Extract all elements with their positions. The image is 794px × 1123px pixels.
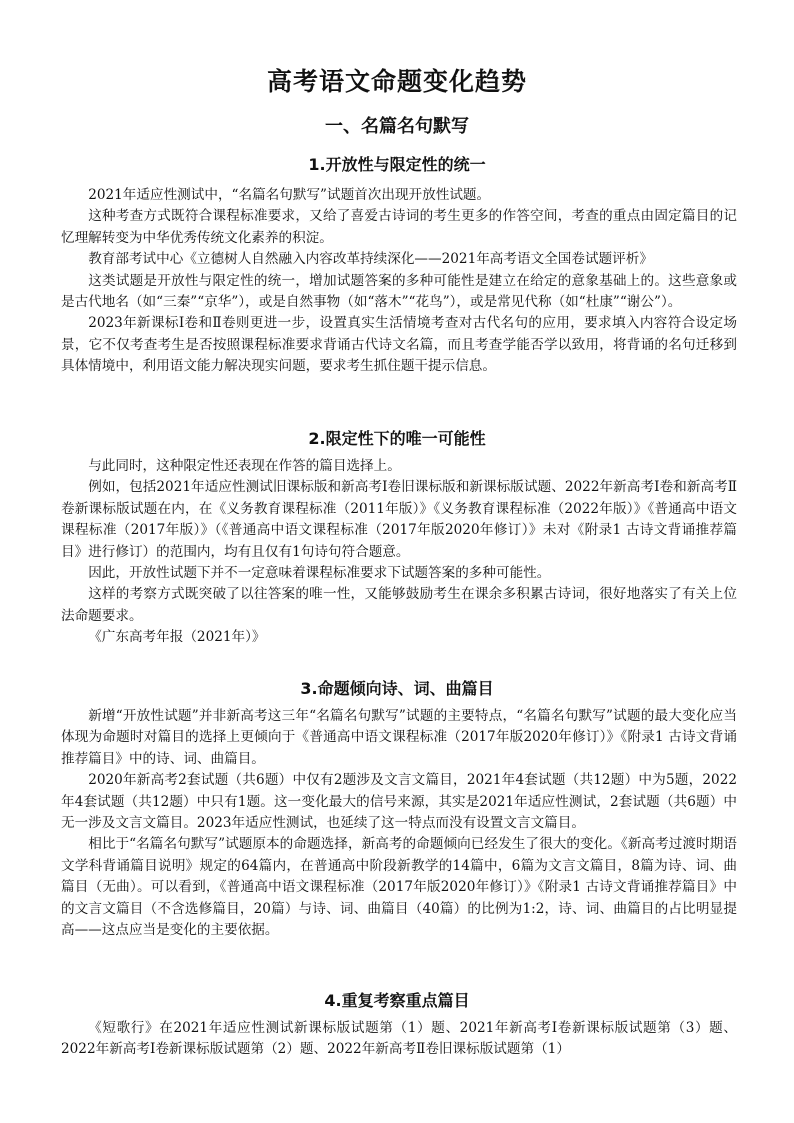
subsection-body-4 (61, 1018, 737, 1061)
subsection-heading-2: 2.限定性下的唯一可能性 (308, 429, 486, 448)
page-title: 高考语文命题变化趋势 (266, 67, 527, 96)
paragraph: 因此，开放性试题下并不一定意味着课程标准要求下试题答案的多种可能性。 (88, 565, 551, 582)
paragraph: 《短歌行》在2021年适应性测试新课标版试题第（1）题、2021年新高考Ⅰ卷新课标版试题第（3）题、2022年新高考Ⅰ卷新课标版试题第（2）题、2022年新高考Ⅱ卷旧课标版试题第（1） (61, 1020, 737, 1058)
subsection-heading-3: 3.命题倾向诗、词、曲篇目 (300, 679, 494, 698)
paragraph: 2020年新高考2套试题（共6题）中仅有2题涉及文言文篇目，2021年4套试题（共12题）中为5题，2022年4套试题（共12题）中只有1题。这一变化最大的信号来源，其实是2021年适应性测试，2套试题（共6题）中无一涉及文言文篇目。2023年适应性测试，也延续了这一特点而没有设置文言文篇目。 (61, 772, 737, 832)
subsection-body-2 (61, 456, 737, 649)
paragraph: 2021年适应性测试中，“名篇名句默写”试题首次出现开放性试题。 (88, 187, 491, 203)
paragraph: 教育部考试中心《立德树人自然融入内容改革持续深化——2021年高考语文全国卷试题评析》 (88, 251, 653, 268)
citation: 《广东高考年报（2021年）》 (88, 629, 266, 646)
paragraph: 新增“开放性试题”并非新高考这三年“名篇名句默写”试题的主要特点，“名篇名句默写”试题的最大变化应当体现为命题时对篇目的选择上更倾向于《普通高中语文课程标准（2017年版2020年修订）》《附录1 古诗文背诵推荐篇目》中的诗、词、曲篇目。 (61, 708, 737, 767)
section-heading: 一、名篇名句默写 (325, 116, 469, 137)
paragraph: 相比于“名篇名句默写”试题原本的命题选择，新高考的命题倾向已经发生了很大的变化。《新高考过渡时期语文学科背诵篇目说明》规定的64篇内，在普通高中阶段新教学的14篇中，6篇为文言文篇目，8篇为诗、词、曲篇目（无曲）。可以看到，《普通高中语文课程标准（2017年版2020年修订）》《附录1 古诗文背诵推荐篇目》中的文言文篇目（不含选修篇目，20篇）与诗、词、曲篇目（40篇）的比例为1:2，诗、词、曲篇目的占比明显提高——这点应当是变化的主要依据。 (61, 836, 737, 939)
paragraph: 这种考查方式既符合课程标准要求，又给了喜爱古诗词的考生更多的作答空间，考查的重点由固定篇目的记忆理解转变为中华优秀传统文化素养的积淀。 (61, 208, 737, 246)
paragraph: 2023年新课标Ⅰ卷和Ⅱ卷则更进一步，设置真实生活情境考查对古代名句的应用，要求填入内容符合设定场景，它不仅考查考生是否按照课程标准要求背诵古代诗文名篇，而且考查学能否学以致用，将背诵的名句迁移到具体情境中，利用语文能力解决现实问题，要求考生抓住题干提示信息。 (61, 315, 737, 375)
paragraph: 这样的考察方式既突破了以往答案的唯一性，又能够鼓励考生在课余多积累古诗词，很好地落实了有关上位法命题要求。 (61, 586, 737, 624)
paragraph: 这类试题是开放性与限定性的统一，增加试题答案的多种可能性是建立在给定的意象基础上的。这些意象或是古代地名（如“三秦”“京华”），或是自然事物（如“落木”“花鸟”），或是常见代称（如“杜康”“谢公”）。 (61, 272, 737, 311)
paragraph: 例如，包括2021年适应性测试旧课标版和新高考Ⅰ卷旧课标版和新课标版试题、2022年新高考Ⅰ卷和新高考Ⅱ卷新课标版试题在内，在《义务教育课程标准（2011年版）》《义务教育课程标准（2022年版）》《普通高中语文课程标准（2017年版）》（《普通高中语文课程标准（2017年版2020年修订）》未对《附录1 古诗文背诵推荐篇目》进行修订）的范围内，均有且仅有1句诗句符合题意。 (61, 479, 737, 560)
subsection-body-3 (61, 706, 737, 941)
subsection-heading-1: 1.开放性与限定性的统一 (308, 155, 486, 174)
subsection-body-1 (61, 185, 737, 378)
paragraph: 与此同时，这种限定性还表现在作答的篇目选择上。 (88, 458, 401, 474)
subsection-heading-4: 4.重复考察重点篇目 (324, 991, 470, 1010)
